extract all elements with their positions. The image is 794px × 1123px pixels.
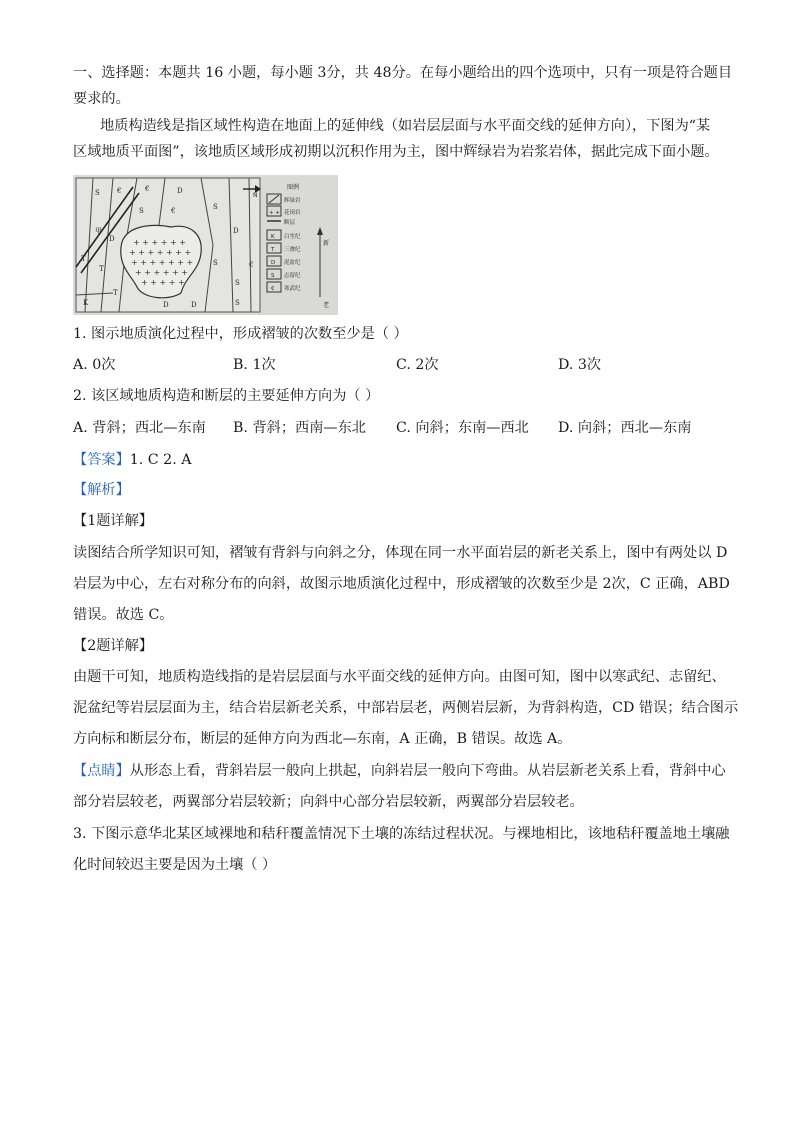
svg-text:+ + + + + + +: + + + + + + +	[131, 258, 194, 267]
legend-item: 断层	[284, 220, 296, 226]
svg-text:+ + + + + + +: + + + + + + +	[129, 248, 192, 257]
region-letter: D	[109, 235, 115, 243]
legend-item: 花岗岩	[284, 210, 301, 216]
region-letter: S	[235, 279, 240, 287]
tip-label: 【点睛】	[73, 763, 130, 779]
legend-old-label: 老	[323, 302, 330, 309]
detail-2-line1: 由题干可知，地质构造线指的是岩层层面与水平面交线的延伸方向。由图可知，图中以寒武纪、志留纪、	[73, 669, 726, 685]
section-heading-line1: 一、选择题：本题共 16 小题，每小题 3分，共 48分。在每小题给出的四个选项中，只有一项是符合题目	[73, 65, 733, 81]
legend-item: 三叠纪	[284, 247, 301, 253]
detail-2-line2: 泥盆纪等岩层层面为主，结合岩层新老关系，中部岩层老，两侧岩层新，为背斜构造，CD 错误；结合图示	[73, 700, 739, 716]
detail-1-line2: 岩层为中心，左右对称分布的向斜，故图示地质演化过程中，形成褶皱的次数至少是 2次，C 正确，ABD	[73, 576, 730, 592]
region-letter: €	[171, 207, 176, 215]
detail-1-line3: 错误。故选 C。	[73, 607, 174, 623]
region-letter: D	[233, 227, 239, 235]
tip-line1	[73, 761, 726, 781]
intro-line2: 区域地质平面图”，该地质区域形成初期以沉积作用为主，图中辉绿岩为岩浆岩体，据此完成下面小题。	[73, 144, 719, 160]
legend-code: T	[271, 247, 275, 253]
detail-2-line3: 方向标和断层分布，断层的延伸方向为西北—东南，A 正确，B 错误。故选 A。	[73, 731, 572, 747]
region-letter: S	[235, 299, 240, 307]
question-1-stem: 1. 图示地质演化过程中，形成褶皱的次数至少是（ ）	[73, 326, 408, 342]
legend-code: S	[271, 273, 275, 279]
legend-new-label: 新	[323, 240, 330, 247]
analysis-label: 【解析】	[73, 482, 130, 498]
region-letter: €	[249, 261, 254, 269]
legend-item: 泥盆纪	[284, 260, 301, 266]
answer-text: 1. C 2. A	[129, 452, 192, 468]
q1-option-a[interactable]: A. 0次	[73, 357, 116, 373]
svg-text:+ + + + + +: + + + + + +	[135, 268, 188, 277]
q2-option-b[interactable]: B. 背斜；西南—东北	[233, 420, 366, 436]
geologic-map-figure	[73, 175, 338, 315]
region-letter: S	[213, 203, 218, 211]
question-3-line2: 化时间较迟主要是因为土壤（ ）	[73, 857, 277, 873]
tip-line2: 部分岩层较老，两翼部分岩层较新；向斜中心部分岩层较新，两翼部分岩层较老。	[73, 794, 584, 810]
detail-1-line1: 读图结合所学知识可知，褶皱有背斜与向斜之分，体现在同一水平面岩层的新老关系上，图中有两处以 D	[73, 545, 728, 561]
region-letter: S	[213, 259, 218, 267]
region-letter: T	[81, 255, 86, 263]
q1-option-c[interactable]: C. 2次	[396, 357, 439, 373]
question-2-stem: 2. 该区域地质构造和断层的主要延伸方向为（ ）	[73, 388, 380, 404]
q2-option-d[interactable]: D. 向斜；西北—东南	[558, 420, 692, 436]
tip-text-1: 从形态上看，背斜岩层一般向上拱起，向斜岩层一般向下弯曲。从岩层新老关系上看，背斜中心	[129, 763, 726, 779]
legend-code: K	[271, 234, 275, 240]
answer-line	[73, 450, 191, 470]
legend-item: 志留纪	[284, 273, 301, 279]
region-letter: €	[117, 187, 122, 195]
q1-option-d[interactable]: D. 3次	[558, 357, 602, 373]
q1-option-b[interactable]: B. 1次	[233, 357, 276, 373]
region-letter: €	[145, 185, 150, 193]
region-letter: S	[139, 207, 144, 215]
svg-text:+ + + + +: + + + + +	[141, 278, 185, 287]
legend-item: 寒武纪	[284, 286, 301, 292]
q2-option-a[interactable]: A. 背斜；西北—东南	[73, 420, 206, 436]
region-letter: S	[95, 189, 100, 197]
q2-option-c[interactable]: C. 向斜；东南—西北	[396, 420, 529, 436]
legend-code: €	[271, 286, 275, 292]
question-3-line1: 3. 下图示意华北某区域裸地和秸秆覆盖情况下土壤的冻结过程状况。与裸地相比，该地秸秆覆盖地土壤融	[73, 826, 730, 842]
legend-title: 图例	[287, 184, 300, 191]
region-letter: D	[191, 301, 197, 309]
north-label: N	[253, 192, 258, 199]
region-letter: T	[99, 265, 104, 273]
answer-label: 【答案】	[73, 452, 130, 468]
legend-code: D	[271, 260, 276, 266]
region-letter: 甲	[95, 227, 102, 235]
intro-line1: 地质构造线是指区域性构造在地面上的延伸线（如岩层层面与水平面交线的延伸方向），下图为“某	[100, 118, 711, 134]
legend-item: 辉绿岩	[284, 198, 301, 204]
detail-1-title: 【1题详解】	[73, 513, 153, 529]
region-letter: D	[163, 301, 169, 309]
detail-2-title: 【2题详解】	[73, 638, 153, 654]
svg-text:+ + + + + +: + + + + + +	[133, 238, 186, 247]
region-letter: T	[113, 289, 118, 297]
legend-item: 白垩纪	[284, 234, 301, 240]
region-letter: D	[177, 187, 183, 195]
region-letter: K	[83, 299, 89, 307]
svg-text:+ +: + +	[269, 210, 280, 216]
section-heading-line2: 要求的。	[73, 91, 130, 107]
